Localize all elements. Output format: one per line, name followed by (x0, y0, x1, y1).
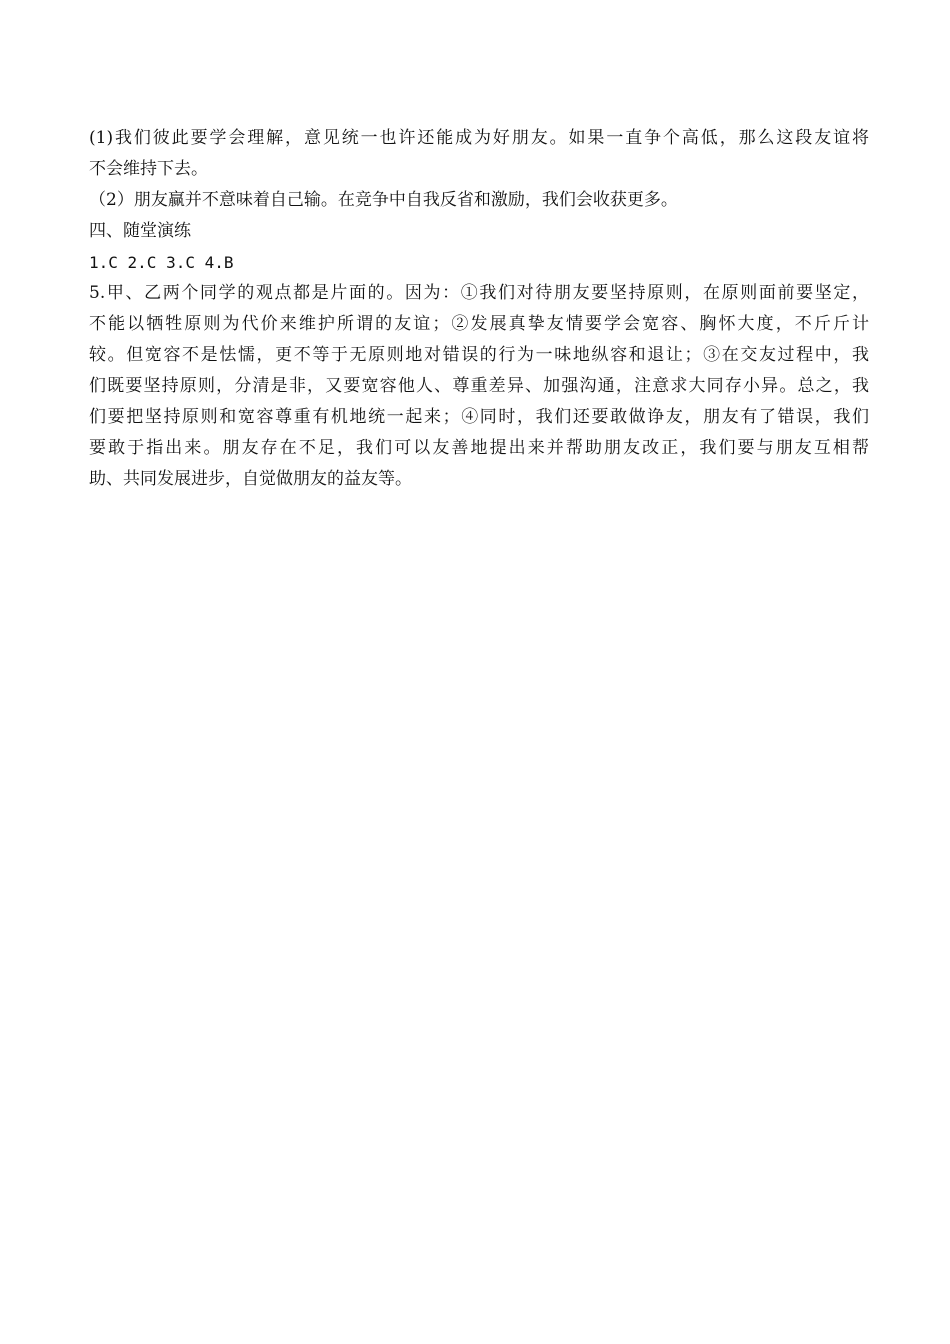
section-heading-text: 四、随堂演练 (89, 221, 191, 241)
choice-answers-text: 1.C 2.C 3.C 4.B (89, 253, 234, 272)
answer-item-1-line: 不会维持下去。 (89, 159, 208, 179)
answer-item-2 (89, 185, 869, 216)
answer-item-5-line: 助、共同发展进步，自觉做朋友的益友等。 (89, 469, 412, 489)
answer-item-2-line: （2）朋友赢并不意味着自己输。在竞争中自我反省和激励，我们会收获更多。 (89, 190, 678, 210)
answer-item-5-line: 要敢于指出来。朋友存在不足，我们可以友善地提出来并帮助朋友改正，我们要与朋友互相帮 (89, 438, 869, 458)
answer-content (89, 123, 869, 495)
answer-item-5-line: 们既要坚持原则，分清是非，又要宽容他人、尊重差异、加强沟通，注意求大同存小异。总之，我 (89, 376, 869, 396)
answer-item-5-line: 们要把坚持原则和宽容尊重有机地统一起来；④同时，我们还要敢做诤友，朋友有了错误，我们 (89, 407, 869, 427)
answer-item-5-line: 较。但宽容不是怯懦，更不等于无原则地对错误的行为一味地纵容和退让；③在交友过程中，我 (89, 345, 869, 365)
answer-item-1 (89, 123, 869, 185)
answer-item-5 (89, 278, 869, 495)
section-heading (89, 216, 869, 247)
answer-item-1-line: (1)我们彼此要学会理解，意见统一也许还能成为好朋友。如果一直争个高低，那么这段友谊将 (89, 128, 869, 148)
choice-answers (89, 247, 869, 278)
answer-item-5-line: 5.甲、乙两个同学的观点都是片面的。因为：①我们对待朋友要坚持原则，在原则面前要坚定， (89, 283, 869, 303)
answer-item-5-line: 不能以牺牲原则为代价来维护所谓的友谊；②发展真挚友情要学会宽容、胸怀大度，不斤斤计 (89, 314, 869, 334)
